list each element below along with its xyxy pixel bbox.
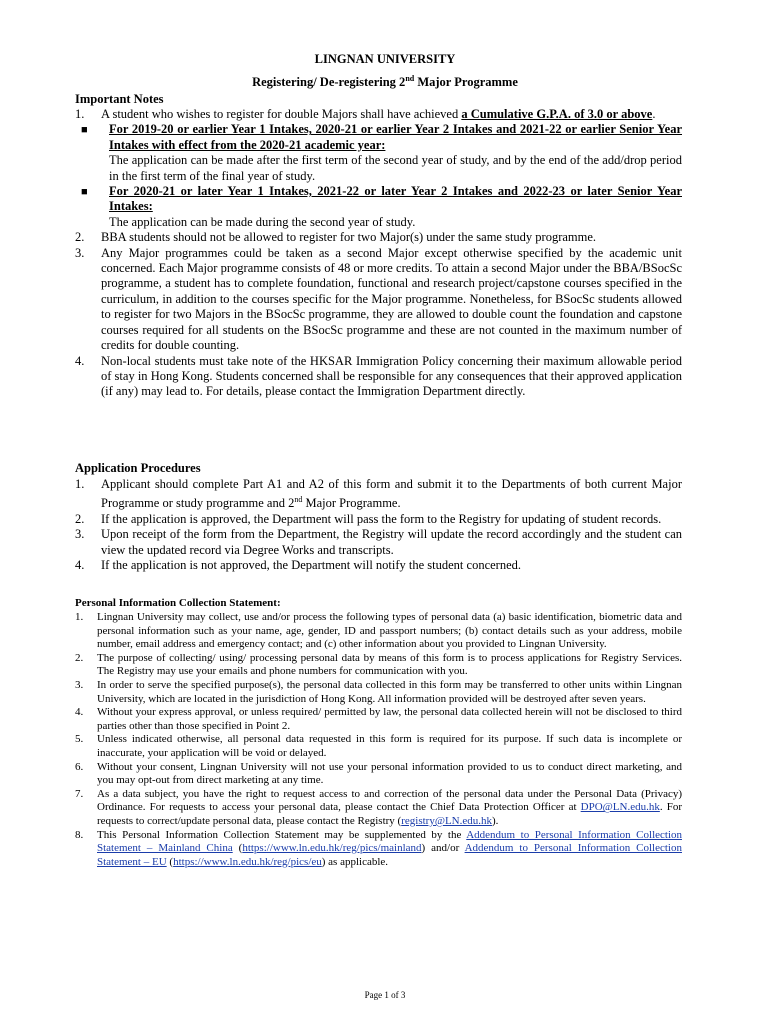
square-bullet-icon: ■ — [81, 124, 88, 137]
dpo-email-link[interactable]: DPO@LN.edu.hk — [580, 801, 660, 814]
list-item: 6. Without your consent, Lingnan University will not use your personal information provided to us to conduct direct marketing, and you may opt-out from direct marketing at any time. — [75, 760, 682, 787]
list-item: 1. Lingnan University may collect, use and/or process the following types of personal data (a) basic identification, biometric data and personal information such as your name, age, gender, ID and passport numbers; (b) contact details such as your address, mobile number, email address and emergency contact; and (c) other information about you provided to Lingnan University. — [75, 611, 682, 651]
list-item: 7. As a data subject, you have the right to request access to and correction of the personal data under the Personal Data (Privacy) Ordinance. For requests to access your personal data, please contact the Chief Data Protection Officer at DPO@LN.edu.hk. For requests to correct/update personal data, please contact the Registry (registry@LN.edu.hk). — [75, 787, 683, 827]
list-item: 3. Upon receipt of the form from the Department, the Registry will update the record accordingly and the student can view the updated record via Degree Works and transcripts. — [75, 527, 682, 557]
important-notes-list — [75, 107, 682, 400]
list-item: 1. Applicant should complete Part A1 and A2 of this form and submit it to the Departments of both current Major Programme or study programme and 2nd Major Programme. — [75, 477, 682, 511]
application-procedures-heading: Application Procedures — [75, 461, 201, 475]
list-item: 8. This Personal Information Collection Statement may be supplemented by the Addendum to Personal Information Collection Statement – Mainland China (https://www.ln.edu.hk/reg/pics/mainland) and/or Addendum to Personal Information Collection Statement – EU (https://www.ln.edu.hk/reg/pics/eu) as applicable. — [75, 828, 682, 868]
list-item: 2. The purpose of collecting/ using/ processing personal data by means of this form is to process applications for Registry Services. The Registry may use your emails and phone numbers for communication with you. — [75, 651, 682, 678]
pics-heading: Personal Information Collection Statement: — [75, 597, 281, 609]
important-notes-heading: Important Notes — [75, 92, 164, 106]
addendum-mainland-link[interactable]: Addendum to Personal Information Collection Statement – Mainland China — [97, 828, 682, 855]
procedures-list — [75, 477, 682, 574]
list-item: ■ For 2020-21 or later Year 1 Intakes, 2021-22 or later Year 2 Intakes and 2022-23 or later Senior Year Intakes: The application can be made during the second year of study. — [81, 184, 682, 229]
eu-url-link[interactable]: https://www.ln.edu.hk/reg/pics/eu — [173, 855, 322, 868]
list-item: 4. Non-local students must take note of the HKSAR Immigration Policy concerning their maximum allowable period of stay in Hong Kong. Students concerned shall be responsible for any consequences that their approved application (if any) may lead to. For details, please contact the Immigration Department directly. — [75, 353, 682, 399]
addendum-eu-link[interactable]: Addendum to Personal Information Collection Statement – EU — [97, 842, 682, 868]
registry-email-link[interactable]: registry@LN.edu.hk — [401, 814, 492, 827]
pics-list — [75, 611, 682, 869]
list-item: ■ For 2019-20 or earlier Year 1 Intakes, 2020-21 or earlier Year 2 Intakes and 2021-22 or earlier Senior Year Intakes with effect from the 2020-21 academic year: The application can be made after the first term of the second year of study, and by the end of the add/drop period in the first term of the final year of study. — [81, 122, 682, 183]
list-item: 3. In order to serve the specified purpose(s), the personal data collected in this form may be transferred to other units within Lingnan University, which are located in the jurisdiction of Hong Kong. All information provided will be destroyed after seven years. — [75, 678, 682, 705]
list-item: 1. A student who wishes to register for double Majors shall have achieved a Cumulative G.P.A. of 3.0 or above. — [75, 107, 656, 121]
page-number: Page 1 of 3 — [364, 990, 406, 1000]
list-item: 4. If the application is not approved, the Department will notify the student concerned. — [75, 558, 522, 573]
list-item: 5. Unless indicated otherwise, all personal data requested in this form is required for its purpose. If such data is incomplete or inaccurate, your application will be void or delayed. — [75, 733, 682, 759]
form-title: Registering/ De-registering 2nd Major Programme — [252, 74, 518, 90]
list-item: 3. Any Major programmes could be taken as a second Major except otherwise specified by the academic unit concerned. Each Major programme consists of 48 or more credits. To attain a second Major under the BBA/BSocSc programme, a student has to complete foundation, functional and research project/capstone courses specified in the curriculum, in addition to the courses specific for the Major programme. Nonetheless, for BSocSc students allowed to register for two Majors in the BSocSc programme, they are allowed to double count the foundation and capstone courses required for all students on the BSocSc programme and these are not counted in the maximum number of credits for double counting. — [75, 245, 682, 353]
mainland-url-link[interactable]: https://www.ln.edu.hk/reg/pics/mainland — [242, 842, 422, 855]
university-title: LINGNAN UNIVERSITY — [314, 52, 456, 66]
list-item: 4. Without your express approval, or unless required/ permitted by law, the personal data collected herein will not be disclosed to third parties other than those specified in Point 2. — [75, 706, 682, 732]
list-item: 2. If the application is approved, the Department will pass the form to the Registry for updating of student records. — [75, 511, 662, 526]
list-item: 2. BBA students should not be allowed to register for two Major(s) under the same study programme. — [75, 230, 597, 245]
square-bullet-icon: ■ — [81, 186, 88, 199]
